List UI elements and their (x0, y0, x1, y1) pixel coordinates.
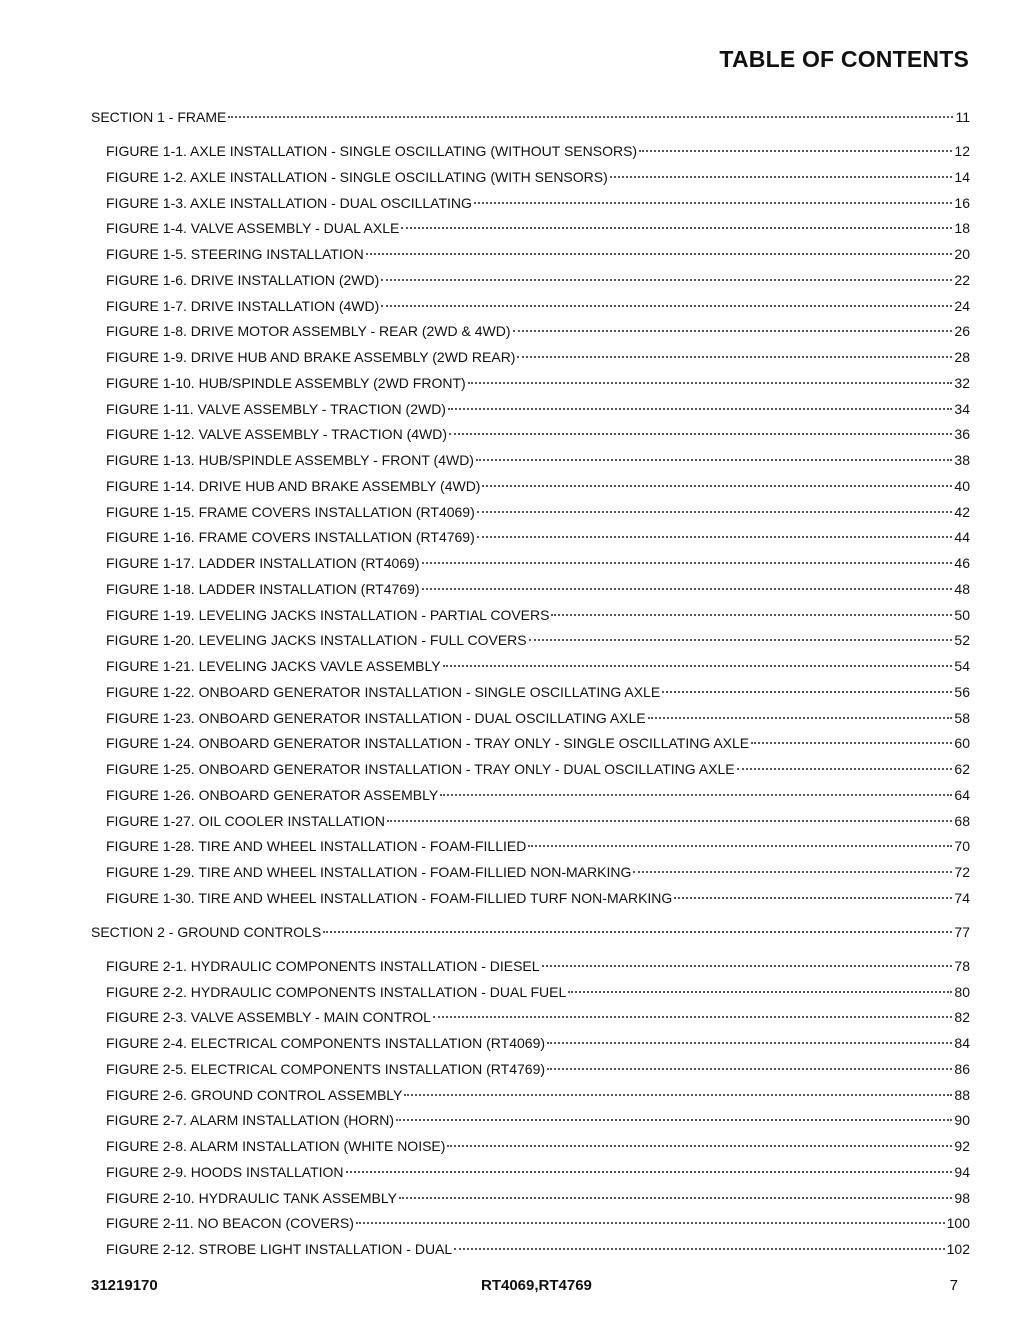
toc-figure-entry[interactable] (91, 1060, 970, 1078)
toc-page-number: 56 (954, 683, 970, 700)
toc-page-number: 50 (954, 606, 970, 623)
toc-section-title: SECTION 1 - FRAME (91, 109, 227, 125)
dot-leader (443, 665, 953, 667)
dot-leader (547, 1068, 952, 1070)
toc-page-number: 18 (954, 220, 970, 237)
toc-figure-entry[interactable] (91, 837, 970, 855)
dot-leader (381, 305, 952, 307)
dot-leader (448, 408, 952, 410)
toc-figure-title: FIGURE 1-4. VALVE ASSEMBLY - DUAL AXLE (106, 220, 400, 237)
toc-figure-title: FIGURE 2-10. HYDRAULIC TANK ASSEMBLY (106, 1189, 397, 1206)
toc-figure-entry[interactable] (91, 889, 970, 907)
dot-leader (633, 871, 952, 873)
dot-leader (422, 588, 953, 590)
toc-figure-title: FIGURE 1-9. DRIVE HUB AND BRAKE ASSEMBLY (2WD REAR) (106, 349, 516, 365)
toc-page-number: 32 (954, 374, 970, 391)
toc-page-number: 84 (954, 1035, 970, 1051)
page-footer (91, 1277, 958, 1297)
dot-leader (404, 1094, 952, 1096)
toc-page-number: 52 (954, 632, 970, 649)
toc-figure-title: FIGURE 1-10. HUB/SPINDLE ASSEMBLY (2WD FRONT) (106, 374, 466, 391)
toc-page-number: 102 (946, 1241, 970, 1257)
toc-figure-entry[interactable] (91, 322, 970, 340)
toc-page-number: 26 (954, 323, 970, 340)
toc-figure-title: FIGURE 1-5. STEERING INSTALLATION (106, 246, 364, 262)
dot-leader (447, 1145, 952, 1147)
toc-figure-title: FIGURE 2-12. STROBE LIGHT INSTALLATION - DUAL (106, 1241, 453, 1257)
toc-page-number: 92 (954, 1138, 970, 1154)
dot-leader (547, 1042, 952, 1044)
dot-leader (517, 356, 952, 358)
dot-leader (568, 991, 952, 993)
toc-figure-entry[interactable] (91, 709, 970, 727)
toc-figure-entry[interactable] (91, 786, 970, 804)
toc-figure-title: FIGURE 1-26. ONBOARD GENERATOR ASSEMBLY (106, 786, 439, 803)
dot-leader (751, 742, 952, 744)
toc-figure-entry[interactable] (91, 297, 970, 315)
toc-page-number: 60 (954, 735, 970, 752)
toc-page-number: 98 (954, 1189, 970, 1206)
dot-leader (433, 1016, 952, 1018)
dot-leader (449, 433, 952, 435)
toc-page-number: 38 (954, 452, 970, 468)
toc-figure-title: FIGURE 2-8. ALARM INSTALLATION (WHITE NOISE) (106, 1138, 446, 1154)
toc-figure-title: FIGURE 1-8. DRIVE MOTOR ASSEMBLY - REAR (2WD & 4WD) (106, 323, 511, 340)
toc-page-number: 40 (954, 477, 970, 494)
dot-leader (476, 459, 952, 461)
toc-figure-title: FIGURE 1-21. LEVELING JACKS VAVLE ASSEMBLY (106, 658, 441, 674)
toc-figure-title: FIGURE 1-11. VALVE ASSEMBLY - TRACTION (2WD) (106, 400, 446, 417)
toc-figure-entry[interactable] (91, 477, 970, 495)
dot-leader (639, 150, 952, 152)
toc-figure-title: FIGURE 1-1. AXLE INSTALLATION - SINGLE OSCILLATING (WITHOUT SENSORS) (106, 143, 638, 159)
dot-leader (482, 485, 952, 487)
toc-figure-entry[interactable] (91, 812, 970, 830)
dot-leader (381, 279, 952, 281)
toc-page-number: 94 (954, 1163, 970, 1180)
toc-page-number: 14 (954, 168, 970, 185)
dot-leader (513, 330, 953, 332)
toc-figure-entry[interactable] (91, 451, 970, 469)
toc-figure-title: FIGURE 1-16. FRAME COVERS INSTALLATION (RT4769) (106, 529, 475, 546)
toc-figure-entry[interactable] (91, 580, 970, 598)
toc-section-title: SECTION 2 - GROUND CONTROLS (91, 923, 322, 940)
dot-leader (529, 639, 953, 641)
toc-figure-entry[interactable] (91, 245, 970, 263)
toc-figure-title: FIGURE 2-3. VALVE ASSEMBLY - MAIN CONTROL (106, 1009, 431, 1026)
toc-figure-title: FIGURE 2-4. ELECTRICAL COMPONENTS INSTALLATION (RT4069) (106, 1035, 546, 1051)
toc-figure-entry[interactable] (91, 1137, 970, 1155)
toc-section-entry[interactable] (91, 108, 970, 126)
toc-page-number: 20 (954, 246, 970, 262)
toc-page-number: 24 (954, 297, 970, 314)
toc-figure-title: FIGURE 1-6. DRIVE INSTALLATION (2WD) (106, 271, 380, 288)
dot-leader (610, 176, 953, 178)
toc-page-number: 80 (954, 983, 970, 1000)
toc-page-number: 46 (954, 555, 970, 571)
toc-figure-entry[interactable] (91, 983, 970, 1001)
toc-figure-entry[interactable] (91, 1214, 970, 1232)
toc-figure-entry[interactable] (91, 1189, 970, 1207)
dot-leader (346, 1171, 953, 1173)
dot-leader (440, 794, 952, 796)
toc-figure-title: FIGURE 2-1. HYDRAULIC COMPONENTS INSTALLATION - DIESEL (106, 957, 540, 974)
toc-figure-title: FIGURE 2-2. HYDRAULIC COMPONENTS INSTALLATION - DUAL FUEL (106, 983, 567, 1000)
toc-page-number: 16 (954, 194, 970, 211)
toc-figure-entry[interactable] (91, 1163, 970, 1181)
toc-page-number: 62 (954, 761, 970, 777)
dot-leader (228, 116, 953, 118)
toc-page-number: 82 (954, 1009, 970, 1026)
toc-page-number: 64 (954, 786, 970, 803)
toc-figure-title: FIGURE 2-5. ELECTRICAL COMPONENTS INSTALLATION (RT4769) (106, 1060, 546, 1077)
toc-figure-entry[interactable] (91, 1111, 970, 1129)
toc-figure-title: FIGURE 1-20. LEVELING JACKS INSTALLATION - FULL COVERS (106, 632, 527, 649)
toc-figure-title: FIGURE 2-11. NO BEACON (COVERS) (106, 1215, 354, 1232)
toc-figure-title: FIGURE 2-6. GROUND CONTROL ASSEMBLY (106, 1086, 403, 1103)
toc-page-number: 36 (954, 426, 970, 443)
toc-page-number: 68 (954, 812, 970, 829)
dot-leader (422, 562, 953, 564)
toc-figure-entry[interactable] (91, 400, 970, 418)
toc-figure-entry[interactable] (91, 683, 970, 701)
dot-leader (551, 614, 952, 616)
dot-leader (474, 202, 953, 204)
dot-leader (737, 768, 953, 770)
dot-leader (648, 717, 953, 719)
dot-leader (528, 845, 952, 847)
toc-page-number: 88 (954, 1086, 970, 1103)
toc-figure-entry[interactable] (91, 1086, 970, 1104)
toc-page-number: 54 (954, 658, 970, 674)
toc-page-number: 42 (954, 503, 970, 520)
toc-figure-title: FIGURE 1-3. AXLE INSTALLATION - DUAL OSCILLATING (106, 194, 472, 211)
footer-document-number: 31219170 (91, 1277, 158, 1294)
toc-figure-entry[interactable] (91, 657, 970, 675)
toc-page-number: 28 (954, 349, 970, 365)
toc-figure-entry[interactable] (91, 606, 970, 624)
dot-leader (387, 820, 952, 822)
toc-page-number: 44 (954, 529, 970, 546)
toc-figure-title: FIGURE 1-25. ONBOARD GENERATOR INSTALLATION - TRAY ONLY - DUAL OSCILLATING AXLE (106, 761, 735, 777)
footer-model-name: RT4069,RT4769 (481, 1277, 592, 1294)
toc-figure-entry[interactable] (91, 957, 970, 975)
toc-figure-entry[interactable] (91, 1240, 970, 1258)
toc-figure-title: FIGURE 1-12. VALVE ASSEMBLY - TRACTION (4WD) (106, 426, 448, 443)
dot-leader (396, 1119, 952, 1121)
toc-page-number: 34 (954, 400, 970, 417)
toc-figure-title: FIGURE 1-2. AXLE INSTALLATION - SINGLE OSCILLATING (WITH SENSORS) (106, 168, 608, 185)
dot-leader (356, 1222, 945, 1224)
toc-figure-title: FIGURE 1-17. LADDER INSTALLATION (RT4069) (106, 555, 420, 571)
toc-figure-title: FIGURE 1-7. DRIVE INSTALLATION (4WD) (106, 297, 380, 314)
toc-figure-title: FIGURE 1-15. FRAME COVERS INSTALLATION (RT4069) (106, 503, 475, 520)
toc-page-number: 100 (946, 1215, 970, 1232)
dot-leader (323, 931, 952, 933)
toc-page-number: 70 (954, 838, 970, 855)
toc-page-number: 74 (954, 889, 970, 906)
toc-figure-title: FIGURE 2-9. HOODS INSTALLATION (106, 1163, 344, 1180)
toc-page-number: 77 (954, 923, 970, 940)
toc-figure-title: FIGURE 1-14. DRIVE HUB AND BRAKE ASSEMBLY (4WD) (106, 477, 481, 494)
toc-page-number: 12 (954, 143, 970, 159)
toc-section-entry[interactable] (91, 923, 970, 941)
toc-figure-entry[interactable] (91, 1008, 970, 1026)
footer-page-number: 7 (949, 1277, 958, 1294)
toc-figure-title: FIGURE 1-23. ONBOARD GENERATOR INSTALLATION - DUAL OSCILLATING AXLE (106, 709, 646, 726)
toc-figure-title: FIGURE 2-7. ALARM INSTALLATION (HORN) (106, 1112, 395, 1129)
toc-figure-title: FIGURE 1-22. ONBOARD GENERATOR INSTALLATION - SINGLE OSCILLATING AXLE (106, 683, 661, 700)
toc-page-number: 48 (954, 580, 970, 597)
dot-leader (477, 511, 953, 513)
dot-leader (477, 536, 953, 538)
dot-leader (674, 897, 952, 899)
page-title: TABLE OF CONTENTS (719, 46, 969, 72)
toc-figure-entry[interactable] (91, 168, 970, 186)
dot-leader (454, 1248, 944, 1250)
toc-page-number: 90 (954, 1112, 970, 1129)
toc-figure-entry[interactable] (91, 374, 970, 392)
toc-figure-entry[interactable] (91, 734, 970, 752)
toc-page-number: 78 (954, 957, 970, 974)
toc-figure-entry[interactable] (91, 863, 970, 881)
toc-figure-entry[interactable] (91, 528, 970, 546)
toc-page-number: 58 (954, 709, 970, 726)
toc-figure-entry[interactable] (91, 142, 970, 160)
dot-leader (366, 253, 953, 255)
toc-figure-title: FIGURE 1-27. OIL COOLER INSTALLATION (106, 812, 386, 829)
toc-figure-title: FIGURE 1-29. TIRE AND WHEEL INSTALLATION - FOAM-FILLIED NON-MARKING (106, 864, 632, 880)
toc-figure-entry[interactable] (91, 1034, 970, 1052)
dot-leader (662, 691, 952, 693)
toc-figure-title: FIGURE 1-13. HUB/SPINDLE ASSEMBLY - FRONT (4WD) (106, 452, 474, 468)
toc-figure-title: FIGURE 1-24. ONBOARD GENERATOR INSTALLATION - TRAY ONLY - SINGLE OSCILLATING AXLE (106, 735, 750, 752)
toc-figure-entry[interactable] (91, 554, 970, 572)
toc-figure-title: FIGURE 1-18. LADDER INSTALLATION (RT4769) (106, 580, 420, 597)
toc-figure-entry[interactable] (91, 425, 970, 443)
toc-page-number: 86 (954, 1060, 970, 1077)
toc-page-number: 11 (955, 109, 970, 125)
dot-leader (468, 382, 953, 384)
table-of-contents (91, 108, 970, 1274)
toc-page-number: 22 (954, 271, 970, 288)
toc-figure-title: FIGURE 1-19. LEVELING JACKS INSTALLATION - PARTIAL COVERS (106, 606, 550, 623)
toc-figure-entry[interactable] (91, 219, 970, 237)
dot-leader (401, 227, 952, 229)
toc-figure-title: FIGURE 1-30. TIRE AND WHEEL INSTALLATION - FOAM-FILLIED TURF NON-MARKING (106, 889, 673, 906)
toc-figure-title: FIGURE 1-28. TIRE AND WHEEL INSTALLATION - FOAM-FILLIED (106, 838, 527, 855)
toc-figure-entry[interactable] (91, 760, 970, 778)
toc-figure-entry[interactable] (91, 503, 970, 521)
dot-leader (542, 965, 953, 967)
toc-figure-entry[interactable] (91, 631, 970, 649)
toc-figure-entry[interactable] (91, 348, 970, 366)
toc-figure-entry[interactable] (91, 194, 970, 212)
dot-leader (399, 1197, 952, 1199)
toc-figure-entry[interactable] (91, 271, 970, 289)
toc-page-number: 72 (954, 864, 970, 880)
